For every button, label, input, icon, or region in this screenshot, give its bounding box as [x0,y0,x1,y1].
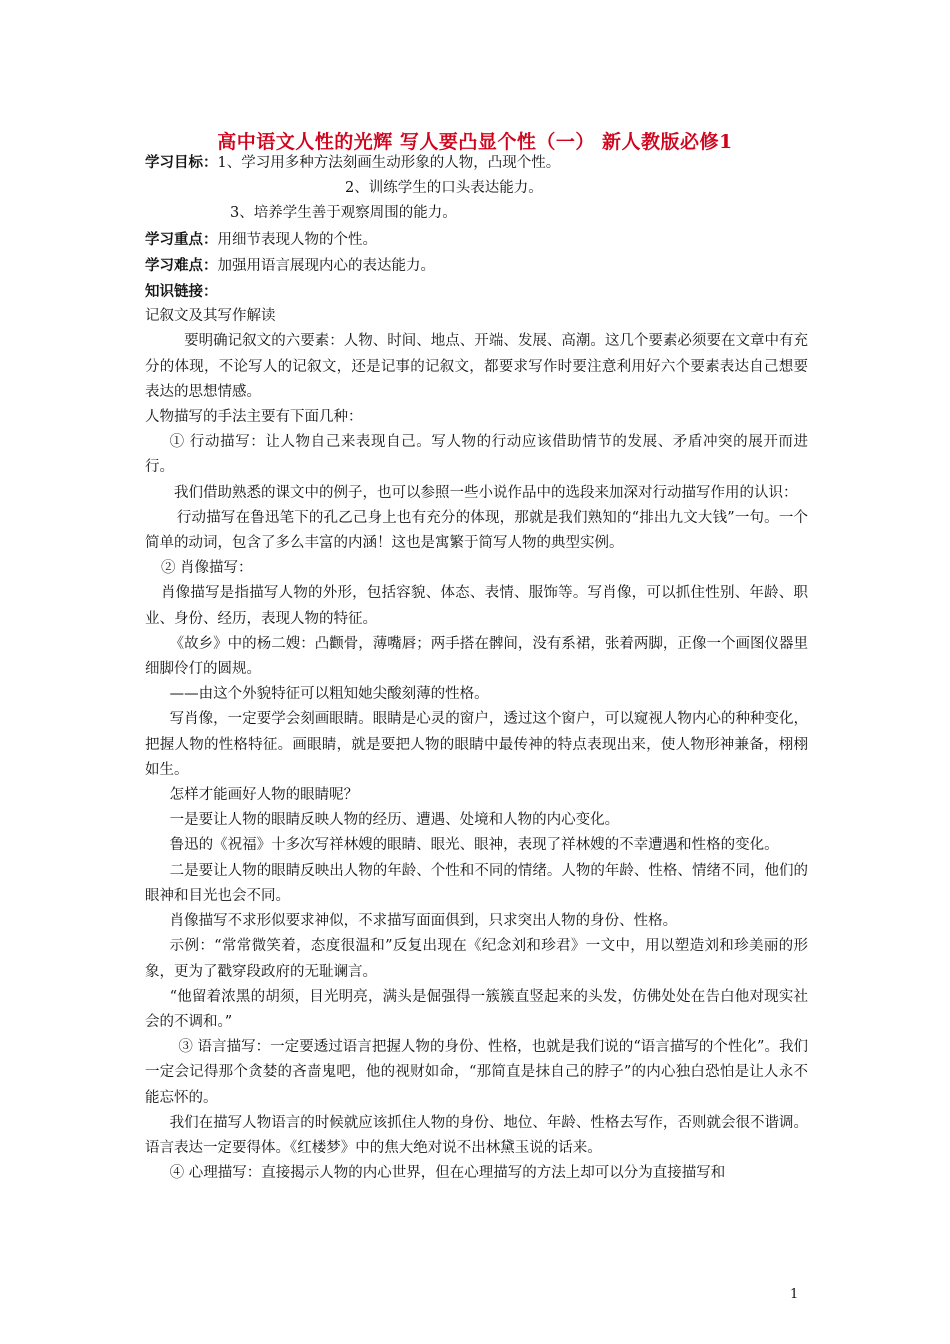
goal-item-1: 1、学习用多种方法刻画生动形象的人物，凸现个性。 [217,155,561,171]
knowledge-label: 知识链接： [145,283,218,301]
document-body [145,150,808,1186]
focus-text: 用细节表现人物的个性。 [217,231,377,248]
paragraph: ② 肖像描写： [160,560,253,577]
paragraph: 人物描写的手法主要有下面几种： [145,409,363,426]
paragraph: 我们在描写人物语言的时候就应该抓住人物的身份、地位、年龄、性格去写作，否则就会很不谐调。语言表达一定要得体。《红楼梦》中的焦大绝对说不出林黛玉说的话来。 [145,1114,808,1156]
goals-label: 学习目标： [145,154,218,171]
page-number: 1 [790,1287,799,1302]
focus-label: 学习重点： [145,230,218,248]
goals-line-1 [145,150,808,176]
paragraph: 《故乡》中的杨二嫂：凸颧骨，薄嘴唇；两手搭在髀间，没有系裙，张着两脚，正像一个画图仪器里细脚伶仃的圆规。 [145,635,808,678]
difficulty-line [145,253,808,279]
paragraph: ① 行动描写：让人物自己来表现自己。写人物的行动应该借助情节的发展、矛盾冲突的展开而进行。 [145,434,808,476]
paragraph: 要明确记叙文的六要素：人物、时间、地点、开端、发展、高潮。这几个要素必须要在文章中有充分的体现，不论写人的记叙文，还是记事的记叙文，都要求写作时要注意利用好六个要素表达自己想要表达的思想情感。 [145,333,808,400]
paragraph: 肖像描写不求形似要求神似，不求描写面面俱到，只求突出人物的身份、性格。 [169,913,678,930]
paragraph: 鲁迅的《祝福》十多次写祥林嫂的眼睛、眼光、眼神，表现了祥林嫂的不幸遭遇和性格的变化。 [169,837,779,854]
paragraph: “他留着浓黑的胡须，目光明亮，满头是倔强得一簇簇直竖起来的头发，仿佛处处在告白他对现实社会的不调和。” [145,988,808,1030]
paragraph: ③ 语言描写：一定要透过语言把握人物的身份、性格，也就是我们说的“语言描写的个性化”。我们一定会记得那个贪婪的吝啬鬼吧，他的视财如命，“那简直是抹自己的脖子”的内心独白恐怕是让人永不能忘怀的。 [145,1039,808,1106]
paragraph: ——由这个外貌特征可以粗知她尖酸刻薄的性格。 [169,686,489,703]
paragraph: 记叙文及其写作解读 [145,308,276,325]
paragraph: 行动描写在鲁迅笔下的孔乙己身上也有充分的体现，那就是我们熟知的“排出九文大钱”一句。一个简单的动词，包含了多么丰富的内涵！这也是寓繁于简写人物的典型实例。 [145,509,808,552]
paragraph: 写肖像，一定要学会刻画眼睛。眼睛是心灵的窗户，透过这个窗户，可以窥视人物内心的种种变化，把握人物的性格特征。画眼睛，就是要把人物的眼睛中最传神的特点表现出来，使人物形神兼备，栩栩如生。 [145,711,808,778]
paragraph: 怎样才能画好人物的眼睛呢？ [169,787,359,804]
paragraph: 我们借助熟悉的课文中的例子，也可以参照一些小说作品中的选段来加深对行动描写作用的认识： [174,484,798,501]
goal-item-3: 3、培养学生善于观察周围的能力。 [230,205,457,222]
goal-item-2: 2、训练学生的口头表达能力。 [345,180,543,197]
paragraph: ④ 心理描写：直接揭示人物的内心世界，但在心理描写的方法上却可以分为直接描写和 [169,1165,726,1182]
difficulty-label: 学习难点： [145,256,218,274]
focus-line [145,227,808,253]
document-title: 高中语文人性的光辉 写人要凸显个性（一） 新人教版必修1 [217,131,733,153]
difficulty-text: 加强用语言展现内心的表达能力。 [217,257,435,274]
paragraph: 肖像描写是指描写人物的外形，包括容貌、体态、表情、服饰等。写肖像，可以抓住性别、年龄、职业、身份、经历，表现人物的特征。 [145,585,808,627]
paragraph: 二是要让人物的眼睛反映出人物的年龄、个性和不同的情绪。人物的年龄、性格、情绪不同，他们的眼神和目光也会不同。 [145,862,808,904]
paragraph: 示例：“常常微笑着，态度很温和”反复出现在《纪念刘和珍君》一文中，用以塑造刘和珍美丽的形象，更为了戳穿段政府的无耻谰言。 [145,938,808,980]
paragraph: 一是要让人物的眼睛反映人物的经历、遭遇、处境和人物的内心变化。 [169,812,620,829]
